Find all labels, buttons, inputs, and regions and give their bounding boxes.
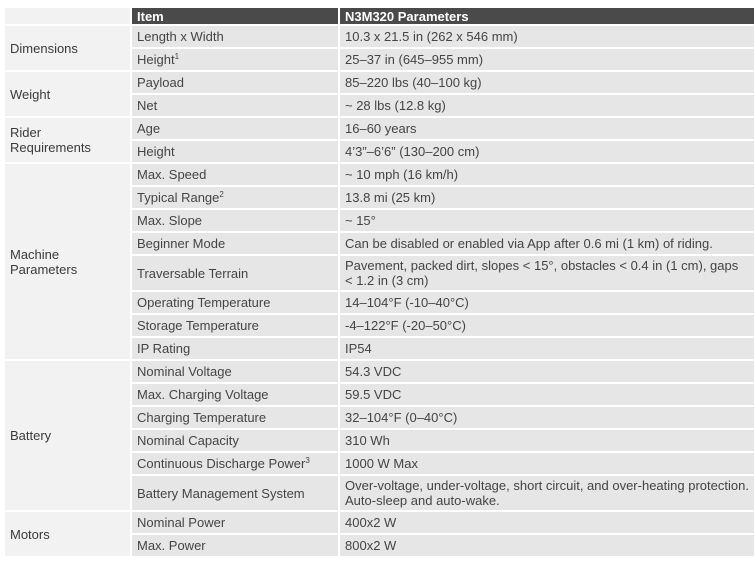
value-cell: Pavement, packed dirt, slopes < 15°, obstacles < 0.4 in (1 cm), gaps < 1.2 in (3 cm) [339, 255, 755, 291]
item-cell [131, 140, 339, 163]
item-label: Payload [137, 75, 184, 90]
value-cell: 85–220 lbs (40–100 kg) [339, 71, 755, 94]
header-parameters: N3M320 Parameters [339, 7, 755, 25]
header-blank-cell [4, 7, 131, 25]
value-cell: -4–122°F (-20–50°C) [339, 314, 755, 337]
item-cell [131, 337, 339, 360]
category-cell: Machine Parameters [4, 163, 131, 360]
table-row [4, 25, 755, 48]
value-cell: 10.3 x 21.5 in (262 x 546 mm) [339, 25, 755, 48]
item-cell [131, 314, 339, 337]
value-cell: 13.8 mi (25 km) [339, 186, 755, 209]
value-cell: 25–37 in (645–955 mm) [339, 48, 755, 71]
category-cell: Battery [4, 360, 131, 511]
header-row [4, 7, 755, 25]
item-label: Storage Temperature [137, 318, 259, 333]
category-cell: Motors [4, 511, 131, 557]
item-cell [131, 511, 339, 534]
specifications-table [3, 6, 756, 558]
item-cell [131, 475, 339, 511]
value-cell: 800x2 W [339, 534, 755, 557]
footnote-marker: 1 [174, 52, 180, 61]
item-cell [131, 255, 339, 291]
item-label: Nominal Voltage [137, 364, 232, 379]
item-cell [131, 232, 339, 255]
item-label: Max. Power [137, 538, 206, 553]
item-label: Typical Range [137, 190, 220, 205]
item-cell [131, 163, 339, 186]
item-label: Max. Slope [137, 213, 203, 228]
category-cell: Rider Requirements [4, 117, 131, 163]
table-row [4, 511, 755, 534]
item-label: Battery Management System [137, 485, 305, 501]
value-cell: 14–104°F (-10–40°C) [339, 291, 755, 314]
value-cell: Can be disabled or enabled via App after 0.6 mi (1 km) of riding. [339, 232, 755, 255]
value-cell: 4’3”–6’6” (130–200 cm) [339, 140, 755, 163]
category-cell: Dimensions [4, 25, 131, 71]
item-cell [131, 291, 339, 314]
table-row [4, 117, 755, 140]
item-label: Age [137, 121, 161, 136]
item-cell [131, 406, 339, 429]
item-cell [131, 186, 339, 209]
item-cell [131, 209, 339, 232]
item-cell [131, 383, 339, 406]
item-cell [131, 25, 339, 48]
item-cell [131, 71, 339, 94]
item-label: Nominal Capacity [137, 433, 239, 448]
value-cell: ~ 15° [339, 209, 755, 232]
item-cell [131, 429, 339, 452]
value-cell: ~ 28 lbs (12.8 kg) [339, 94, 755, 117]
value-cell: 54.3 VDC [339, 360, 755, 383]
table-row [4, 360, 755, 383]
item-label: Max. Charging Voltage [137, 387, 269, 402]
footnote-marker: 2 [219, 190, 224, 199]
item-label: Height [137, 52, 175, 67]
item-label: Net [137, 98, 158, 113]
item-label: Operating Temperature [137, 295, 271, 310]
item-cell [131, 94, 339, 117]
category-cell: Weight [4, 71, 131, 117]
specifications-body [4, 25, 755, 557]
item-label: Height [137, 144, 175, 159]
value-cell: 310 Wh [339, 429, 755, 452]
item-label: Max. Speed [137, 167, 207, 182]
item-label: Nominal Power [137, 515, 226, 530]
item-cell [131, 48, 339, 71]
item-cell [131, 360, 339, 383]
value-cell: ~ 10 mph (16 km/h) [339, 163, 755, 186]
item-cell [131, 117, 339, 140]
item-label: Traversable Terrain [137, 265, 249, 281]
value-cell: 400x2 W [339, 511, 755, 534]
value-cell: 1000 W Max [339, 452, 755, 475]
item-label: Length x Width [137, 29, 224, 44]
value-cell: IP54 [339, 337, 755, 360]
value-cell: 59.5 VDC [339, 383, 755, 406]
table-row [4, 163, 755, 186]
item-label: IP Rating [137, 341, 191, 356]
header-item: Item [131, 7, 339, 25]
table-row [4, 71, 755, 94]
footnote-marker: 3 [305, 456, 310, 465]
item-label: Continuous Discharge Power [137, 456, 306, 471]
value-cell: Over-voltage, under-voltage, short circuit, and over-heating protection. Auto-sleep and auto-wake. [339, 475, 755, 511]
item-label: Beginner Mode [137, 236, 226, 251]
value-cell: 32–104°F (0–40°C) [339, 406, 755, 429]
item-cell [131, 452, 339, 475]
value-cell: 16–60 years [339, 117, 755, 140]
item-label: Charging Temperature [137, 410, 267, 425]
item-cell [131, 534, 339, 557]
